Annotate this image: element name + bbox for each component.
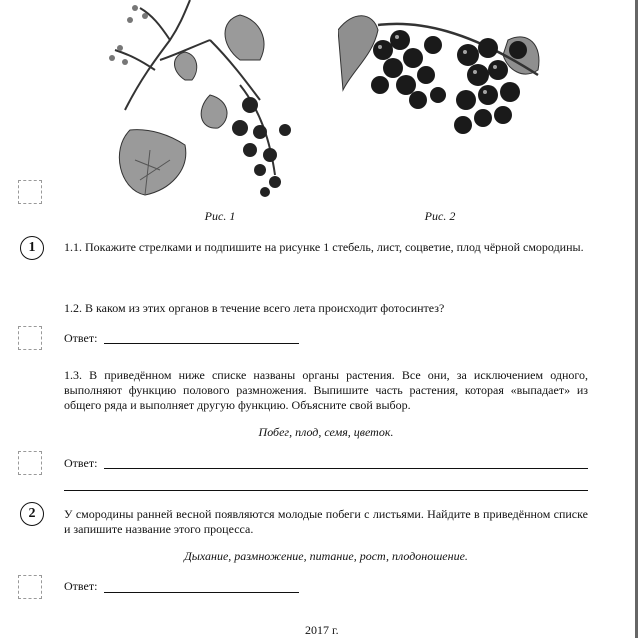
answer-line-1-3-continued[interactable] bbox=[64, 490, 588, 491]
answer-line-2[interactable] bbox=[104, 592, 299, 593]
question-2: У смородины ранней весной появляются молодые побеги с листьями. Найдите в приведённом списке и запишите название этого процесса. bbox=[64, 507, 588, 536]
figure-2-caption: Рис. 2 bbox=[424, 209, 456, 223]
answer-box-1-3[interactable] bbox=[18, 451, 42, 475]
currant-branch-illustration bbox=[100, 0, 310, 205]
answer-box-1-2[interactable] bbox=[18, 326, 42, 350]
answer-label-1-3: Ответ: bbox=[64, 456, 98, 470]
question-1-2: 1.2. В каком из этих органов в течение всего лета происходит фотосинтез? bbox=[64, 301, 445, 315]
footer-year: 2017 г. bbox=[305, 623, 339, 637]
task-1-number: 1 bbox=[20, 236, 44, 260]
answer-label-2: Ответ: bbox=[64, 579, 98, 593]
currant-berries-illustration bbox=[338, 0, 548, 150]
list-1-3: Побег, плод, семя, цветок. bbox=[258, 425, 394, 439]
answer-line-1-2[interactable] bbox=[104, 343, 299, 344]
list-2: Дыхание, размножение, питание, рост, плодоношение. bbox=[184, 549, 468, 563]
answer-label-1-2: Ответ: bbox=[64, 331, 98, 345]
question-1-3: 1.3. В приведённом ниже списке названы органы растения. Все они, за исключением одного, выполняют функцию полового размножения. Выпишите часть растения, которая «выпадает» из общего ряда и выполняет другую функцию. Объясните свой выбор. bbox=[64, 368, 588, 412]
answer-box-2[interactable] bbox=[18, 575, 42, 599]
figure-1-caption: Рис. 1 bbox=[204, 209, 236, 223]
answer-line-1-3[interactable] bbox=[104, 468, 588, 469]
question-1-1: 1.1. Покажите стрелками и подпишите на рисунке 1 стебель, лист, соцветие, плод чёрной смородины. bbox=[64, 240, 584, 254]
task-2-number: 2 bbox=[20, 502, 44, 526]
answer-box-1-1[interactable] bbox=[18, 180, 42, 204]
page-edge-line bbox=[635, 0, 638, 638]
